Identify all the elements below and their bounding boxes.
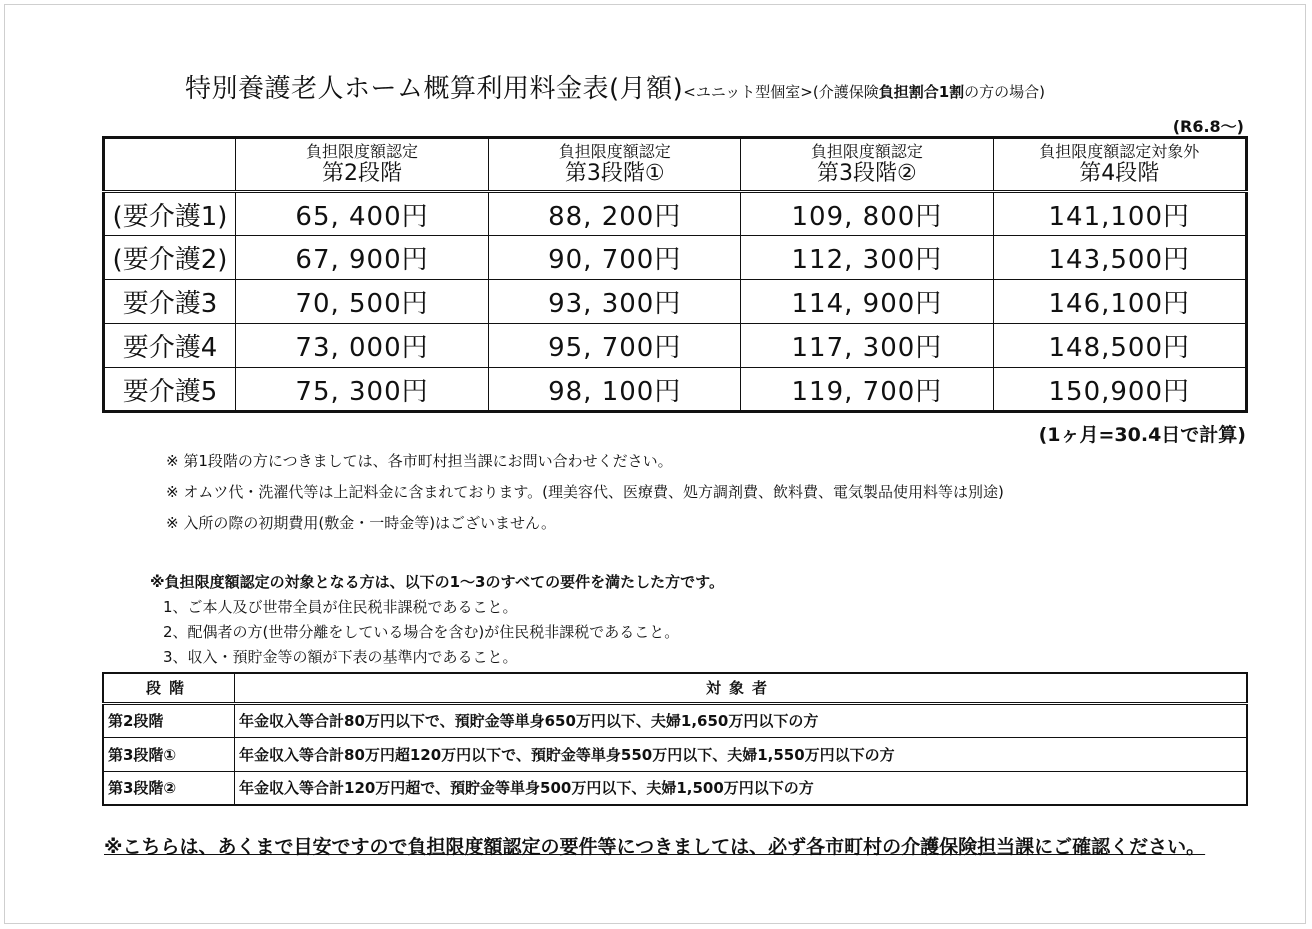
criteria-table [102,672,1248,806]
fee-cell: 119, 700円 [741,368,993,412]
note-item: ※ 入所の際の初期費用(敷金・一時金等)はございません。 [166,514,556,532]
fee-header-stage3-1: 負担限度額認定 第3段階① [489,138,741,192]
fee-cell: 150,900円 [993,368,1246,412]
fee-cell: 95, 700円 [489,324,741,368]
title-condition-bold: 負担割合1割 [878,83,965,101]
criteria-stage-cell: 第2段階 [103,703,235,737]
table-row [103,771,1247,805]
title-room-type: <ユニット型個室> [683,83,813,101]
criteria-header-row [103,673,1247,703]
fee-cell: 65, 400円 [235,192,488,236]
fee-cell: 98, 100円 [489,368,741,412]
fee-cell: 148,500円 [993,324,1246,368]
fee-table-corner-cell [104,138,236,192]
criteria-target-cell: 年金収入等合計80万円以下で、預貯金等単身650万円以下、夫婦1,650万円以下の方 [235,703,1248,737]
title-main: 特別養護老人ホーム概算利用料金表(月額) [185,74,684,104]
fee-table-header-row [104,138,1247,192]
requirements-title: ※負担限度額認定の対象となる方は、以下の1〜3のすべての要件を満たした方です。 [150,573,724,591]
requirement-item: 2、配偶者の方(世帯分離をしている場合を含む)が住民税非課税であること。 [163,623,680,641]
table-row [104,192,1247,236]
fee-cell: 114, 900円 [741,280,993,324]
requirements-section [150,572,724,672]
care-level-label: 要介護5 [104,368,236,412]
title-condition-suffix: の方の場合) [964,83,1046,101]
notes-list [166,450,1004,543]
criteria-target-cell: 年金収入等合計80万円超120万円以下で、預貯金等単身550万円以下、夫婦1,550万円以下の方 [235,737,1248,771]
table-row [104,324,1247,368]
note-item: ※ オムツ代・洗濯代等は上記料金に含まれております。(理美容代、医療費、処方調剤費、飲料費、電気製品使用料等は別途) [166,483,1004,501]
criteria-header-stage: 段階 [103,673,235,703]
title-condition-prefix: (介護保険 [812,83,879,101]
note-item: ※ 第1段階の方につきましては、各市町村担当課にお問い合わせください。 [166,452,673,470]
calculation-note: (1ヶ月=30.4日で計算) [1038,424,1246,446]
footer-note: ※こちらは、あくまで目安ですので負担限度額認定の要件等につきましては、必ず各市町村の介護保険担当課にご確認ください。 [104,836,1206,858]
criteria-target-cell: 年金収入等合計120万円超で、預貯金等単身500万円以下、夫婦1,500万円以下の方 [235,771,1248,805]
table-row [104,280,1247,324]
criteria-stage-cell: 第3段階② [103,771,235,805]
fee-header-stage4: 負担限度額認定対象外 第4段階 [993,138,1246,192]
revision-date: (R6.8〜) [1172,117,1244,136]
fee-header-stage3-2: 負担限度額認定 第3段階② [741,138,993,192]
table-row [104,236,1247,280]
fee-cell: 73, 000円 [235,324,488,368]
document-title [185,68,1045,105]
fee-header-stage2: 負担限度額認定 第2段階 [235,138,488,192]
care-level-label: (要介護2) [104,236,236,280]
fee-cell: 93, 300円 [489,280,741,324]
fee-cell: 75, 300円 [235,368,488,412]
table-row [103,737,1247,771]
fee-cell: 88, 200円 [489,192,741,236]
table-row [104,368,1247,412]
fee-cell: 143,500円 [993,236,1246,280]
fee-cell: 112, 300円 [741,236,993,280]
fee-cell: 109, 800円 [741,192,993,236]
care-level-label: 要介護3 [104,280,236,324]
care-level-label: (要介護1) [104,192,236,236]
fee-cell: 117, 300円 [741,324,993,368]
fee-cell: 67, 900円 [235,236,488,280]
fee-cell: 146,100円 [993,280,1246,324]
fee-cell: 70, 500円 [235,280,488,324]
criteria-header-target: 対象者 [235,673,1248,703]
table-row [103,703,1247,737]
criteria-stage-cell: 第3段階① [103,737,235,771]
care-level-label: 要介護4 [104,324,236,368]
fee-table [102,136,1248,413]
fee-cell: 141,100円 [993,192,1246,236]
fee-cell: 90, 700円 [489,236,741,280]
requirement-item: 3、収入・預貯金等の額が下表の基準内であること。 [163,648,518,666]
requirement-item: 1、ご本人及び世帯全員が住民税非課税であること。 [163,598,518,616]
